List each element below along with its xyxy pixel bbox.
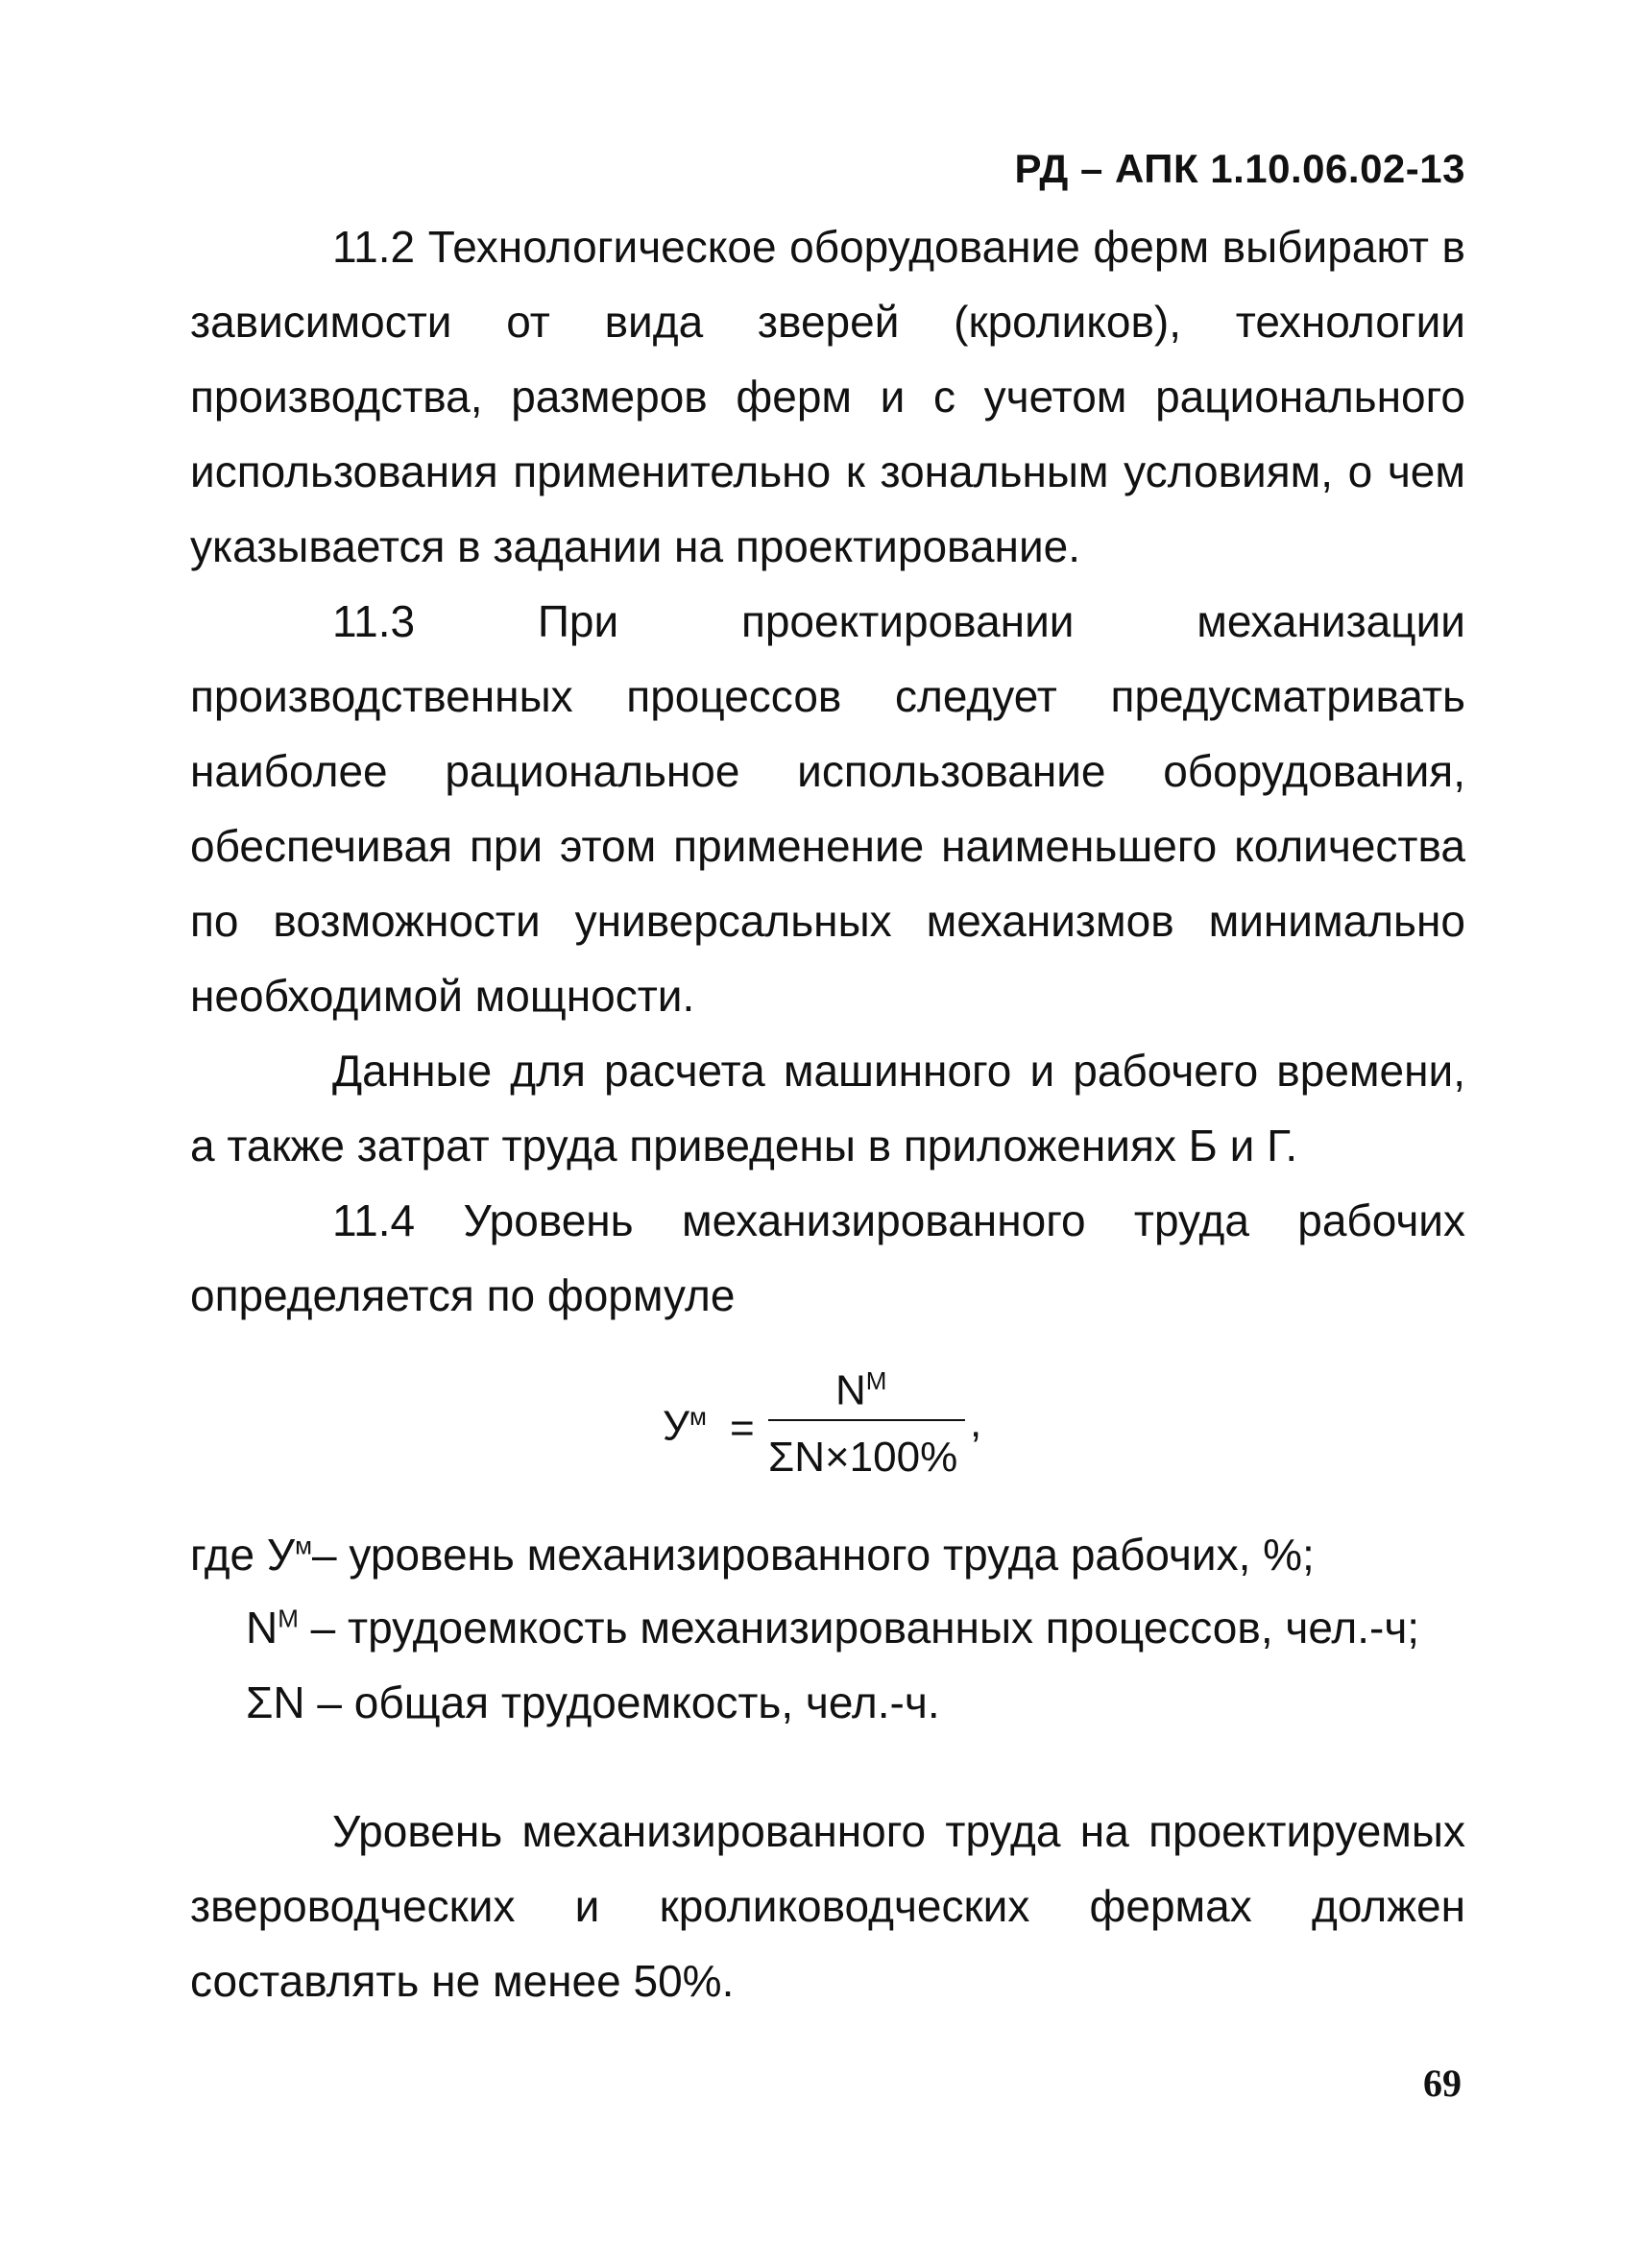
definition-total-labor [246,1677,940,1728]
body-text-top [190,209,1465,1333]
formula-numerator-symbol: N [835,1366,866,1414]
formula-equals: = [730,1405,755,1452]
definition-mechanized-superscript: М [278,1604,299,1633]
formula-numerator-superscript: M [865,1366,887,1395]
formula-lhs-symbol: У [663,1402,689,1450]
definition-total-symbol: ΣN [246,1677,305,1727]
body-text-bottom [190,1794,1465,2018]
formula-lhs-superscript: м [689,1402,707,1431]
page-number: 69 [1423,2062,1462,2105]
definition-mechanized-labor [246,1602,1419,1653]
formula-numerator [835,1366,886,1415]
paragraph-11-2: 11.2 Технологическое оборудование ферм выбирают в зависимости от вида зверей (кроликов), технологии производства, размеров ферм и с учетом рационального использования применительно к зональным условиям, о чем указывается в задании на проектирование. [190,222,1465,571]
mechanization-level-formula [663,1349,1008,1493]
formula-lhs [663,1402,707,1451]
definition-mechanized-text: – трудоемкость механизированных процессов, чел.-ч; [298,1603,1420,1653]
paragraph-11-4: 11.4 Уровень механизированного труда рабочих определяется по формуле [190,1195,1465,1320]
paragraph-11-3: 11.3 При проектировании механизации производственных процессов следует предусматривать наиболее рациональное использование оборудования, обеспечивая при этом применение наименьшего количества по возможности универсальных механизмов минимально необходимой мощности. [190,596,1465,1021]
formula-trailing-comma: , [970,1399,982,1446]
definition-total-text: – общая трудоемкость, чел.-ч. [304,1677,940,1727]
paragraph-mechanization-level: Уровень механизированного труда на проектируемых звероводческих и кролиководческих фермах должен составлять не менее 50%. [190,1806,1465,2006]
definition-level [190,1529,1315,1580]
document-code-header: РД – АПК 1.10.06.02-13 [1014,146,1465,191]
definition-level-text: – уровень механизированного труда рабочих, %; [312,1530,1315,1580]
formula-denominator: ΣN×100% [768,1434,958,1481]
definition-level-symbol: где У [190,1530,296,1580]
paragraph-data-reference: Данные для расчета машинного и рабочего времени, а также затрат труда приведены в приложениях Б и Г. [190,1046,1465,1170]
definition-mechanized-symbol: N [246,1603,278,1653]
formula-fraction-bar [768,1419,965,1421]
definition-level-superscript: м [295,1531,313,1560]
